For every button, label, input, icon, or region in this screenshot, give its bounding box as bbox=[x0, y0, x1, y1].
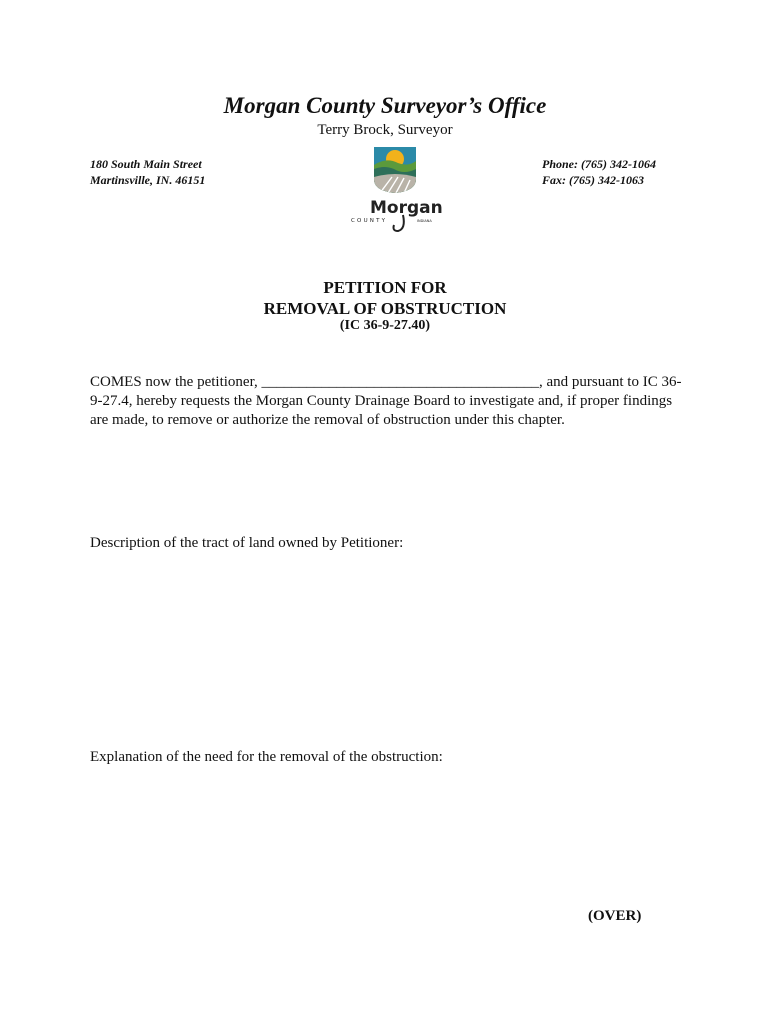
petition-body-suffix: , and pursuant to IC 36-9-27.4, hereby requests the Morgan County Drainage Board to investigate and, if proper findings are made, to remove or authorize the removal of obstruction under this chapter. bbox=[90, 374, 682, 428]
petition-title bbox=[0, 277, 770, 319]
address-street: 180 South Main Street bbox=[90, 157, 202, 171]
county-logo-graphic bbox=[346, 145, 446, 235]
petitioner-name-blank[interactable]: _____________________________________ bbox=[261, 374, 539, 390]
address-city: Martinsville, IN. 46151 bbox=[90, 173, 206, 187]
statute-code: (IC 36-9-27.40) bbox=[339, 318, 431, 333]
office-contact bbox=[542, 156, 656, 188]
office-address bbox=[90, 156, 205, 188]
svg-text:Morgan: Morgan bbox=[370, 198, 443, 218]
petition-title-line1: PETITION FOR bbox=[323, 278, 447, 297]
description-label: Description of the tract of land owned by Petitioner: bbox=[90, 535, 404, 551]
svg-text:COUNTY: COUNTY bbox=[351, 218, 388, 224]
office-title: Morgan County Surveyor’s Office bbox=[223, 93, 547, 118]
petition-body bbox=[90, 373, 690, 430]
petition-body-prefix: COMES now the petitioner, bbox=[90, 374, 262, 390]
explanation-label: Explanation of the need for the removal of the obstruction: bbox=[90, 749, 443, 765]
svg-text:INDIANA: INDIANA bbox=[417, 219, 432, 223]
surveyor-name: Terry Brock, Surveyor bbox=[317, 122, 453, 138]
fax-number: Fax: (765) 342-1063 bbox=[542, 173, 644, 187]
county-logo bbox=[346, 145, 446, 235]
phone-number: Phone: (765) 342-1064 bbox=[542, 157, 656, 171]
petition-title-line2: REMOVAL OF OBSTRUCTION bbox=[263, 299, 507, 318]
over-marker: (OVER) bbox=[588, 908, 642, 924]
